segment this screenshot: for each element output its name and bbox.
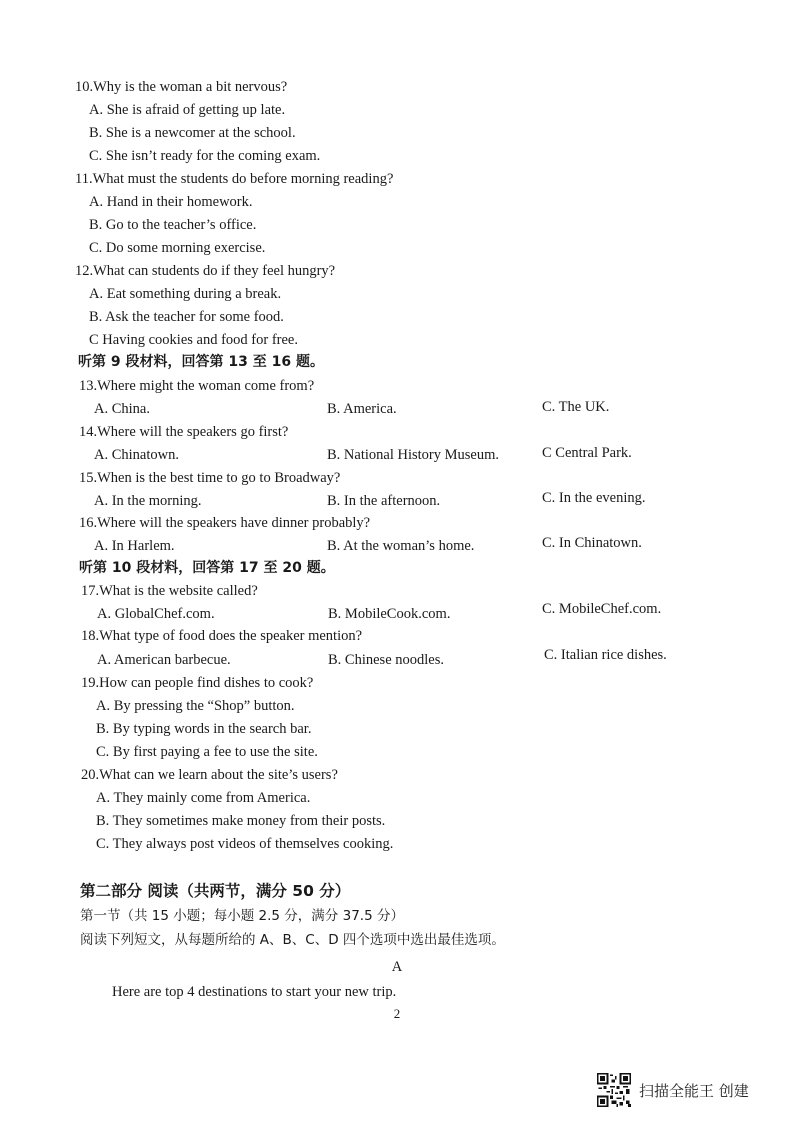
option-19c: C. By first paying a fee to use the site. <box>96 744 318 760</box>
watermark-text: 扫描全能王 创建 <box>639 1081 749 1100</box>
qr-code-icon <box>597 1073 631 1107</box>
option-12b: B. Ask the teacher for some food. <box>89 309 284 325</box>
passage-intro: Here are top 4 destinations to start your new trip. <box>112 984 397 1000</box>
option-19a: A. By pressing the “Shop” button. <box>96 698 295 714</box>
option-15c: C. In the evening. <box>542 490 646 506</box>
question-20: 20.What can we learn about the site’s users? <box>81 767 338 783</box>
option-17b: B. MobileCook.com. <box>328 606 451 622</box>
option-19b: B. By typing words in the search bar. <box>96 721 312 737</box>
option-18c: C. Italian rice dishes. <box>544 647 667 663</box>
passage-label: A <box>391 959 403 975</box>
option-17a: A. GlobalChef.com. <box>97 606 215 622</box>
option-10b: B. She is a newcomer at the school. <box>89 125 296 141</box>
option-14c: C Central Park. <box>542 445 632 461</box>
option-18b: B. Chinese noodles. <box>328 652 444 668</box>
reading-instruction: 阅读下列短文，从每题所给的 A、B、C、D 四个选项中选出最佳选项。 <box>80 932 505 948</box>
question-17: 17.What is the website called? <box>81 583 258 599</box>
option-15b: B. In the afternoon. <box>327 493 441 509</box>
section9-heading: 听第 9 段材料，回答第 13 至 16 题。 <box>78 354 324 370</box>
question-12: 12.What can students do if they feel hungry? <box>75 263 336 279</box>
question-18: 18.What type of food does the speaker mention? <box>81 628 363 644</box>
option-10c: C. She isn’t ready for the coming exam. <box>89 148 321 164</box>
option-11a: A. Hand in their homework. <box>89 194 253 210</box>
option-10a: A. She is afraid of getting up late. <box>89 102 286 118</box>
option-15a: A. In the morning. <box>94 493 202 509</box>
option-13b: B. America. <box>327 401 397 417</box>
question-19: 19.How can people find dishes to cook? <box>81 675 314 691</box>
question-14: 14.Where will the speakers go first? <box>79 424 289 440</box>
section1-heading: 第一节（共 15 小题；每小题 2.5 分，满分 37.5 分） <box>80 908 404 924</box>
page-number: 2 <box>393 1006 401 1021</box>
option-14b: B. National History Museum. <box>327 447 499 463</box>
option-18a: A. American barbecue. <box>97 652 231 668</box>
option-12c: C Having cookies and food for free. <box>89 332 298 348</box>
question-15: 15.When is the best time to go to Broadway? <box>79 470 341 486</box>
option-11b: B. Go to the teacher’s office. <box>89 217 257 233</box>
scanner-watermark <box>597 1073 749 1107</box>
option-16a: A. In Harlem. <box>94 538 175 554</box>
option-20a: A. They mainly come from America. <box>96 790 311 806</box>
option-12a: A. Eat something during a break. <box>89 286 282 302</box>
option-14a: A. Chinatown. <box>94 447 179 463</box>
option-17c: C. MobileChef.com. <box>542 601 662 617</box>
section10-heading: 听第 10 段材料，回答第 17 至 20 题。 <box>79 560 335 576</box>
option-16b: B. At the woman’s home. <box>327 538 475 554</box>
option-20c: C. They always post videos of themselves cooking. <box>96 836 394 852</box>
option-13a: A. China. <box>94 401 150 417</box>
question-16: 16.Where will the speakers have dinner probably? <box>79 515 371 531</box>
part2-heading: 第二部分 阅读（共两节，满分 50 分） <box>80 882 351 900</box>
question-13: 13.Where might the woman come from? <box>79 378 315 394</box>
option-20b: B. They sometimes make money from their posts. <box>96 813 386 829</box>
option-13c: C. The UK. <box>542 399 610 415</box>
option-11c: C. Do some morning exercise. <box>89 240 266 256</box>
question-11: 11.What must the students do before morning reading? <box>75 171 394 187</box>
option-16c: C. In Chinatown. <box>542 535 642 551</box>
question-10: 10.Why is the woman a bit nervous? <box>75 79 288 95</box>
